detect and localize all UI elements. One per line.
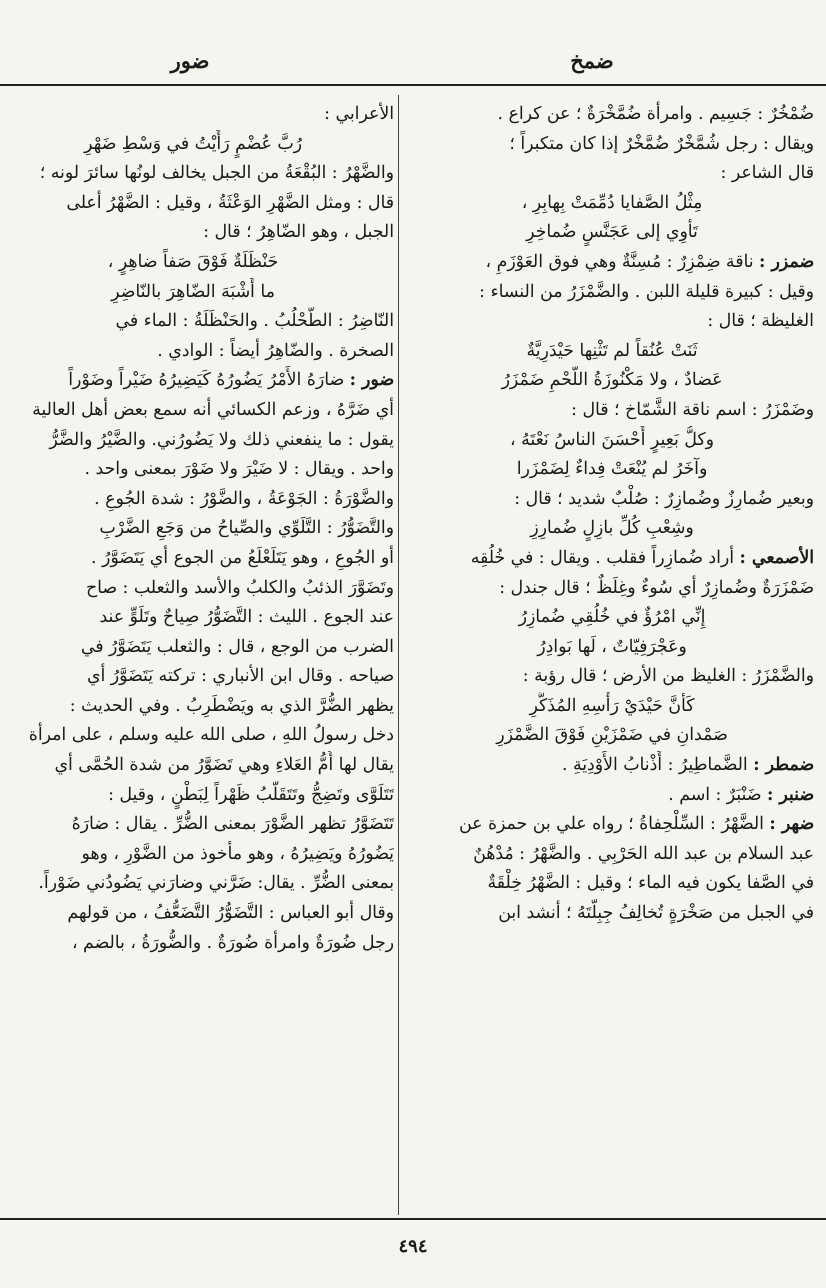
text-line xyxy=(410,810,814,840)
entry-text: وقيل : كبيرة قليلة اللبن . والضَّمْزَرُ من النساء : xyxy=(479,281,814,302)
entry-text: الضَّهْرُ : السِّلْحِفاةُ ؛ رواه علي بن حمزة عن xyxy=(459,814,764,835)
text-line xyxy=(0,544,394,574)
text-line xyxy=(410,899,814,929)
text-line xyxy=(410,544,814,574)
text-line xyxy=(0,366,394,396)
text-line xyxy=(410,248,814,278)
verse-line: إِنِّي امْرُؤٌ في خُلُقِي ضُمازِرُ xyxy=(518,607,706,628)
entry-text: تَتَضَوَّرُ تظهر الضَّوْرَ بمعنى الضُّرِّ . يقال : ضارَهُ xyxy=(71,814,394,835)
header-rule xyxy=(0,84,826,86)
page-number: ٤٩٤ xyxy=(398,1236,428,1257)
entry-text: الأعرابي : xyxy=(324,104,394,124)
text-line xyxy=(0,929,394,959)
text-line xyxy=(0,751,394,781)
column-divider xyxy=(398,95,399,1215)
entry-text: ضارَهُ الأَمْرُ يَضُورُهُ كَيَضِيرُهُ ضَيْراً وضَوْراً xyxy=(68,370,345,391)
text-line xyxy=(0,721,394,751)
text-line xyxy=(0,218,394,248)
entry-text: صياحه . وقال ابن الأنباري : تركته يَتَضَوَّرُ أي xyxy=(86,666,394,687)
text-line xyxy=(0,159,394,189)
text-line xyxy=(0,810,394,840)
text-line xyxy=(0,189,394,219)
text-line xyxy=(0,100,394,130)
entry-text: الغليظة ؛ قال : xyxy=(707,311,814,332)
text-line xyxy=(410,159,814,189)
text-line xyxy=(410,751,814,781)
verse-line: كَأَنَّ حَيْدَيْ رَأْسِهِ المُذَكَّرِ xyxy=(529,695,695,716)
left-column xyxy=(0,100,394,958)
text-line xyxy=(0,869,394,899)
text-line xyxy=(410,840,814,870)
running-head-left: ضور xyxy=(170,48,210,73)
text-line xyxy=(0,633,394,663)
entry-text: في الجبل من صَخْرَةٍ تُخالِفُ جِبِلَّتَهُ ؛ أنشد ابن xyxy=(498,903,814,924)
text-line xyxy=(0,485,394,515)
text-line xyxy=(410,662,814,692)
entry-headword: ضهر : xyxy=(769,814,814,835)
text-line xyxy=(0,662,394,692)
footer-rule xyxy=(0,1218,826,1220)
verse-line: حَنْظَلَةٌ فَوْقَ صَفاً ضاهِرٍ ، xyxy=(107,251,279,272)
text-line xyxy=(0,337,394,367)
text-line xyxy=(0,840,394,870)
entry-text: وبعير ضُمارِزٌ وضُمازِرٌ : صُلْبٌ شديد ؛ قال : xyxy=(514,488,814,509)
text-line xyxy=(410,130,814,160)
entry-text: يَضُورُهُ ويَضِيرُهُ ، وهو مأخوذ من الضَّوْرِ ، وهو xyxy=(81,843,394,864)
entry-text: يظهر الضُّرَّ الذي به ويَضْطَرِبُ . وفي الحديث : xyxy=(69,695,394,716)
text-line xyxy=(0,692,394,722)
text-line xyxy=(0,514,394,544)
running-head-right: ضمخ xyxy=(570,48,614,73)
entry-text: ويقال : رجل شُمَّخْرٌ ضُمَّخْرٌ إذا كان متكبراً ؛ xyxy=(509,133,814,154)
text-line xyxy=(0,307,394,337)
entry-text: في الصَّفا يكون فيه الماء ؛ وقيل : الضَّهْرُ خِلْقَةٌ xyxy=(487,873,814,894)
entry-text: وتَضَوَّرَ الذئبُ والكلبُ والأسد والثعلب : صاح xyxy=(85,577,394,598)
entry-text: الجبل ، وهو الضّاهِرُ ؛ قال : xyxy=(203,222,394,243)
entry-headword: ضنبر : xyxy=(766,784,814,805)
entry-headword: الأصمعي : xyxy=(739,547,814,568)
entry-text: عند الجوع . الليث : التَّضَوُّرُ صِياحٌ وتَلَوٍّ عند xyxy=(99,607,394,628)
text-line xyxy=(0,426,394,456)
entry-text: تَتَلَوَّى وتَضِجُّ وتَتَقَلَّبُ ظَهْراً لِبَطْنٍ ، وقيل : xyxy=(108,784,394,805)
entry-headword: ضمزر : xyxy=(759,251,814,272)
text-line xyxy=(410,307,814,337)
entry-text: يقول : ما ينفعني ذلك ولا يَضُورُني. والضَّيْرُ والضَّرُّ xyxy=(49,429,394,450)
verse-line: ما أَشْبَهَ الضّاهِرَ بالنّاضِرِ xyxy=(111,281,275,302)
verse-line: تَأْوِي إلى عَجَنَّسٍ ضُماخِرِ xyxy=(526,222,698,243)
entry-text: النّاضِرُ : الطُّحْلُبُ . والحَنْظَلَةُ : الماء في xyxy=(115,311,394,332)
entry-text: قال الشاعر : xyxy=(720,163,814,184)
text-line xyxy=(410,396,814,426)
text-line xyxy=(410,869,814,899)
entry-text: الصخرة . والضّاهِرُ أيضاً : الوادي . xyxy=(157,340,394,361)
entry-text: أراد ضُمازِراً فقلب . ويقال : في خُلُقِه xyxy=(470,547,735,568)
text-line xyxy=(0,899,394,929)
text-line xyxy=(0,781,394,811)
entry-text: وقال أبو العباس : التَّضَوُّرُ التَّضَعُّفُ ، من قولهم xyxy=(67,903,394,924)
text-line xyxy=(410,574,814,604)
text-line xyxy=(410,278,814,308)
entry-text: ضَنْبَرٌ : اسم . xyxy=(668,784,762,805)
verse-line: وآخَرُ لم يُنْعَتْ فِداءٌ لِضَمْزَرا xyxy=(516,459,708,480)
entry-text: والضَّهْرُ : البُقْعَةُ من الجبل يخالف لونُها سائرَ لونه ؛ xyxy=(39,163,394,184)
verse-line: مِثْلُ الصَّفايا دُمِّمَتْ بِهابِرِ ، xyxy=(521,192,703,213)
entry-text: عبد السلام بن عبد الله الحَرْبِي . والضَّهْرُ : مُدْهُنٌ xyxy=(473,843,814,864)
entry-text: دخل رسولُ اللهِ ، صلى الله عليه وسلم ، على امرأة xyxy=(28,725,394,746)
text-line xyxy=(0,455,394,485)
entry-text: والضَّوْرَةُ : الجَوْعَةُ ، والضَّوْرُ : شدة الجُوعِ . xyxy=(94,488,394,509)
verse-line: عَضادٌ ، ولا مَكْنُوزَةُ اللَّحْمِ ضَمْزَرُ xyxy=(501,370,723,391)
entry-headword: ضور : xyxy=(349,370,394,391)
text-line xyxy=(0,396,394,426)
entry-text: والتَّضَوُّرُ : التَّلَوِّي والصِّياحُ من وَجَعِ الضَّرْبِ xyxy=(99,518,394,539)
verse-line: ثَنَتْ عُنُقاً لم تَثْنِها حَيْدَرِيَّةٌ xyxy=(526,340,698,361)
entry-text: وضَمْزَرُ : اسم ناقة الشَّمّاخ ؛ قال : xyxy=(571,399,814,420)
entry-text: الضَّماطِيرُ : أَذْنابُ الأَوْدِيَةِ . xyxy=(562,755,748,776)
entry-text: يقال لها أُمُّ العَلاءِ وهي تَضَوَّرُ من شدة الحُمَّى أي xyxy=(54,755,394,776)
entry-text: ناقة ضِمْزِرٌ : مُسِنَّةٌ وهي فوق العَوْزَمِ ، xyxy=(485,251,754,272)
verse-line: وعَجْرَفِيّاتٌ ، لَها بَوادِرُ xyxy=(537,636,687,657)
text-line xyxy=(410,781,814,811)
verse-line: صَمْدانِ في ضَمْزَيْنِ فَوْقَ الضَّمْزَرِ xyxy=(496,725,728,746)
right-column xyxy=(410,100,814,929)
entry-text: ضُمْخُرٌ : جَسِيم . وامرأة ضُمَّخْرَةٌ ؛ عن كراع . xyxy=(497,104,814,124)
entry-text: أو الجُوعِ ، وهو يَتَلَعْلَعُ من الجوع أي يَتَضَوَّرُ . xyxy=(91,547,394,568)
entry-text: والضَّمْزَرُ : الغليظ من الأرض ؛ قال رؤبة : xyxy=(522,666,814,687)
text-line xyxy=(0,603,394,633)
verse-line: وشِعْبِ كُلِّ بازِلٍ ضُمارِزِ xyxy=(530,518,694,539)
verse-line: رُبَّ عُضْمٍ رَأَيْتُ في وَسْطِ ضَهْرِ xyxy=(84,133,302,154)
entry-text: أي ضَرَّهُ ، وزعم الكسائي أنه سمع بعض أهل العالية xyxy=(32,399,394,420)
entry-text: الضرب من الوجع ، قال : والثعلب يَتَضَوَّرُ في xyxy=(80,636,394,657)
entry-text: واحد . ويقال : لا ضَيْرَ ولا ضَوْرَ بمعنى واحد . xyxy=(84,459,394,480)
entry-text: رجل ضُورَةٌ وامرأة ضُورَةٌ . والضُّورَةُ ، بالضم ، xyxy=(71,932,394,953)
text-line xyxy=(410,100,814,130)
entry-text: بمعنى الضُّرِّ . يقال: ضَرَّني وضارَني يَضُودُني ضَوْراً. xyxy=(38,873,394,894)
entry-headword: ضمطر : xyxy=(753,755,814,776)
entry-text: ضَمْزَرَةٌ وضُمازِرٌ أي سُوءٌ وغِلَظٌ ؛ قال جندل : xyxy=(499,577,814,598)
text-line xyxy=(0,574,394,604)
entry-text: قال : ومثل الضَّهْرِ الوَعْثَةُ ، وقيل : الضَّهْرُ أعلى xyxy=(66,192,394,213)
text-line xyxy=(410,485,814,515)
verse-line: وكلُّ بَعِيرٍ أَحْسَنَ الناسُ نَعْتَهُ ، xyxy=(510,429,714,450)
